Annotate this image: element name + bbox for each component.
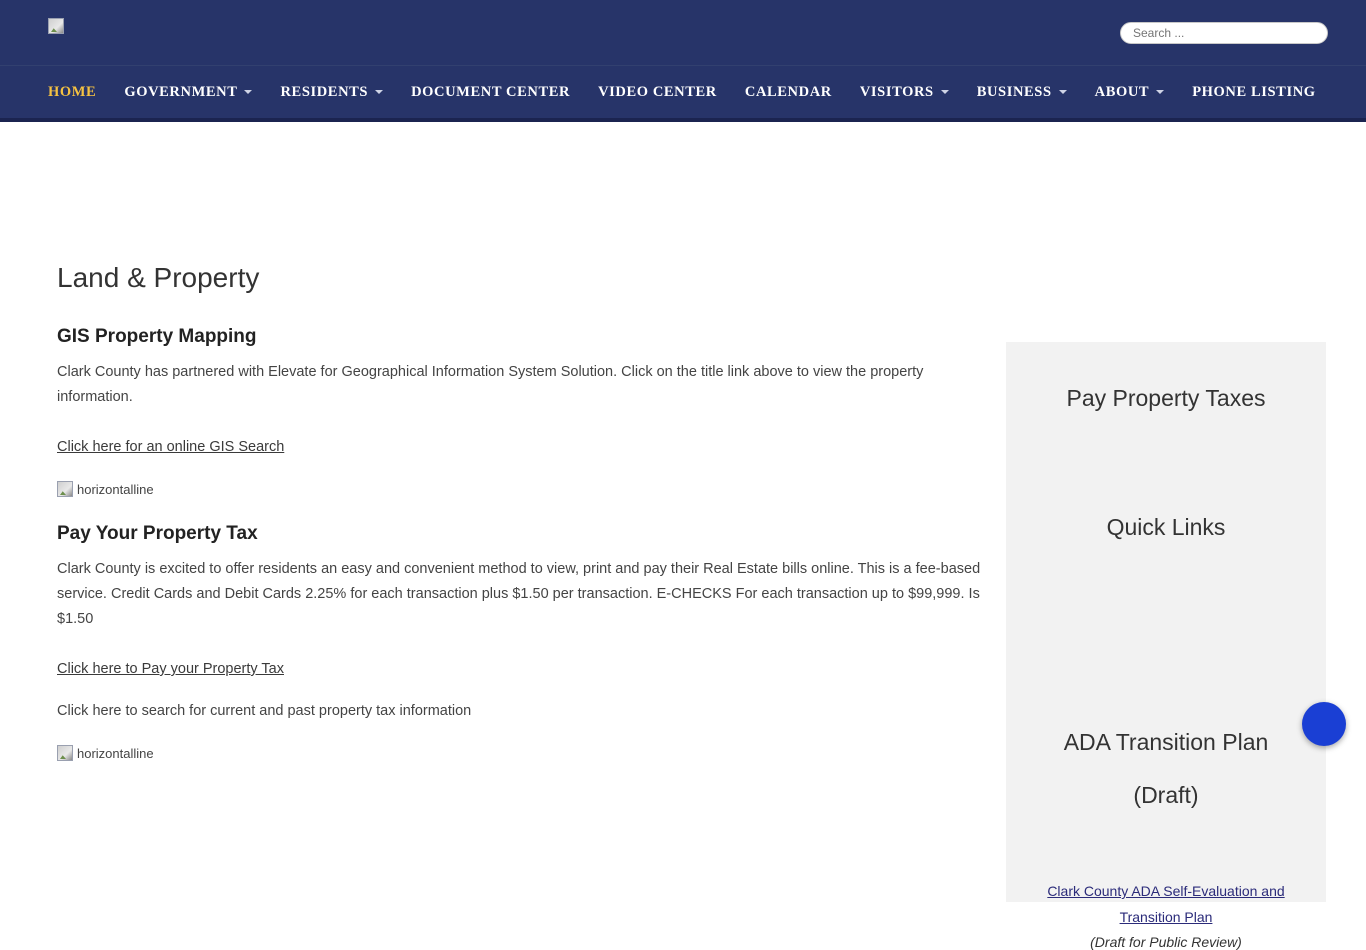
nav-item-residents[interactable]: [280, 84, 383, 101]
section-heading-gis: GIS Property Mapping: [57, 326, 257, 347]
site-logo[interactable]: [48, 18, 64, 34]
broken-image-icon: [57, 745, 73, 761]
search-container: [1120, 22, 1328, 44]
nav-label: GOVERNMENT: [124, 83, 238, 100]
nav-item-about[interactable]: [1095, 84, 1165, 101]
sidebar-heading-ada-draft: (Draft): [1133, 782, 1199, 808]
divider-image-1: [57, 481, 992, 497]
tax-search-note: Click here to search for current and past property tax information: [57, 703, 472, 719]
gis-search-link[interactable]: Click here for an online GIS Search: [57, 439, 285, 455]
nav-label: VISITORS: [859, 83, 934, 100]
nav-item-phone-listing[interactable]: [1192, 84, 1315, 101]
nav-label: VIDEO CENTER: [598, 83, 717, 100]
chat-button[interactable]: [1302, 702, 1346, 746]
nav-item-government[interactable]: [124, 84, 252, 101]
nav-label: PHONE LISTING: [1192, 83, 1316, 100]
main-content: [57, 262, 992, 787]
section-body-gis: Clark County has partnered with Elevate for Geographical Information System Solution. Click on the title link above to view the property information.: [57, 364, 924, 405]
nav-label: BUSINESS: [976, 83, 1052, 100]
nav-item-video-center[interactable]: [598, 84, 717, 101]
nav-label: DOCUMENT CENTER: [411, 83, 571, 100]
chevron-down-icon: [244, 90, 252, 94]
nav-label: RESIDENTS: [280, 83, 369, 100]
ada-draft-note: (Draft for Public Review): [1090, 934, 1242, 950]
sidebar-heading-pay-property-taxes: Pay Property Taxes: [1066, 385, 1266, 411]
divider-image-alt: horizontalline: [77, 481, 154, 497]
nav-item-visitors[interactable]: [860, 84, 949, 101]
site-header: [0, 0, 1366, 65]
main-navigation: [0, 65, 1366, 122]
section-body-pay-tax: Clark County is excited to offer residents an easy and convenient method to view, print and pay their Real Estate bills online. This is a fee-based service. Credit Cards and Debit Cards 2.25% for each transaction plus $1.50 per transaction. E-CHECKS For each transaction up to $99,999. Is $1.50: [57, 561, 981, 627]
section-heading-pay-tax: Pay Your Property Tax: [57, 523, 258, 544]
nav-item-business[interactable]: [977, 84, 1067, 101]
nav-item-calendar[interactable]: [745, 84, 832, 101]
nav-label: HOME: [48, 83, 97, 100]
pay-property-tax-link[interactable]: Click here to Pay your Property Tax: [57, 661, 284, 677]
chevron-down-icon: [1059, 90, 1067, 94]
ada-transition-plan-link[interactable]: Clark County ADA Self-Evaluation and Transition Plan: [1047, 883, 1285, 925]
divider-image-2: [57, 745, 992, 761]
sidebar-heading-ada-transition-plan: ADA Transition Plan: [1063, 729, 1269, 755]
nav-item-home[interactable]: [48, 84, 96, 101]
divider-image-alt: horizontalline: [77, 745, 154, 761]
sidebar-heading-quick-links: Quick Links: [1106, 514, 1226, 540]
nav-item-document-center[interactable]: [411, 84, 570, 101]
chevron-down-icon: [1156, 90, 1164, 94]
chevron-down-icon: [375, 90, 383, 94]
nav-label: CALENDAR: [744, 83, 832, 100]
page-title: Land & Property: [57, 262, 260, 293]
nav-label: ABOUT: [1094, 83, 1150, 100]
search-input[interactable]: [1120, 22, 1328, 44]
broken-image-icon: [57, 481, 73, 497]
broken-image-icon: [48, 18, 64, 34]
sidebar: [1006, 342, 1326, 950]
page-body: [0, 122, 1366, 950]
chevron-down-icon: [941, 90, 949, 94]
